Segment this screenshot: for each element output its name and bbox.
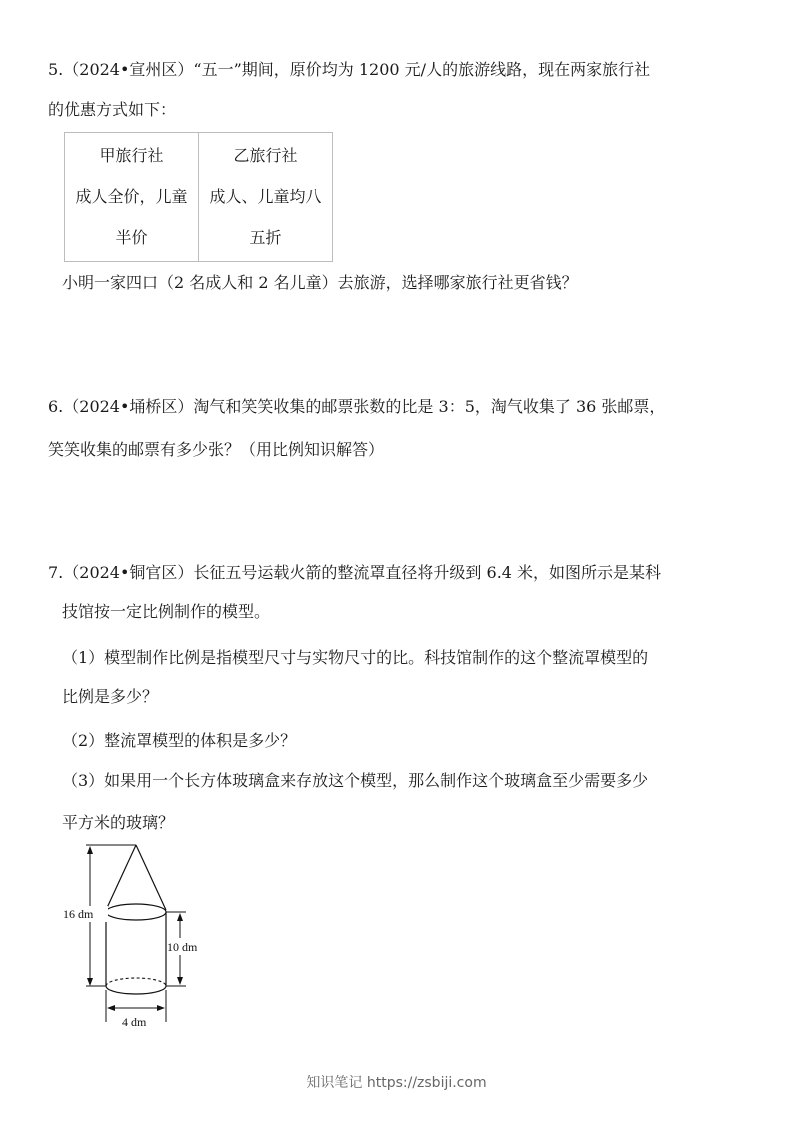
cylinder-bottom-front <box>106 986 166 994</box>
agency-b-line-2: 五折 <box>249 228 282 247</box>
diameter-arrow-left <box>107 1005 115 1011</box>
q7-sub3-line-1: （3）如果用一个长方体玻璃盒来存放这个模型，那么制作这个玻璃盒至少需要多少 <box>62 771 649 790</box>
cyl-height-arrow-bottom <box>177 977 183 985</box>
diameter-arrow-right <box>157 1005 165 1011</box>
cylinder-top-ellipse <box>106 904 166 920</box>
agency-a-header: 甲旅行社 <box>99 146 164 165</box>
page-footer: 知识笔记 https://zsbiji.com <box>306 1075 487 1091</box>
q6-line-2: 笑笑收集的邮票有多少张？（用比例知识解答） <box>48 440 385 459</box>
total-height-label: 16 dm <box>63 907 94 921</box>
rocket-fairing-figure <box>60 840 220 1030</box>
agency-a-cell <box>65 133 199 262</box>
q7-line-1: 7.（2024•铜官区）长征五号运载火箭的整流罩直径将升级到 6.4 米，如图所示是某科 <box>48 563 662 582</box>
cylinder-bottom-back <box>106 978 166 986</box>
q6-line-1: 6.（2024•埇桥区）淘气和笑笑收集的邮票张数的比是 3：5，淘气收集了 36 张邮票， <box>48 397 666 416</box>
travel-agency-table <box>64 132 333 262</box>
q5-question: 小明一家四口（2 名成人和 2 名儿童）去旅游，选择哪家旅行社更省钱？ <box>62 273 578 292</box>
q7-sub1-line-2: 比例是多少？ <box>62 687 159 706</box>
agency-a-line-1: 成人全价，儿童 <box>75 187 188 206</box>
q7-sub3-line-2: 平方米的玻璃？ <box>62 813 175 832</box>
q5-line-2: 的优惠方式如下： <box>48 100 177 119</box>
agency-b-line-1: 成人、儿童均八 <box>209 187 322 206</box>
agency-b-header: 乙旅行社 <box>233 146 298 165</box>
q7-line-2: 技馆按一定比例制作的模型。 <box>62 602 271 621</box>
cyl-height-arrow-top <box>177 913 183 921</box>
agency-a-line-2: 半价 <box>115 228 148 247</box>
q7-sub1-line-1: （1）模型制作比例是指模型尺寸与实物尺寸的比。科技馆制作的这个整流罩模型的 <box>62 648 649 667</box>
q7-sub2: （2）整流罩模型的体积是多少？ <box>62 731 297 750</box>
total-height-arrow-top <box>87 846 93 854</box>
cone-left-edge <box>106 845 136 910</box>
q5-line-1: 5.（2024•宣州区）“五一”期间，原价均为 1200 元/人的旅游线路，现在两家旅行社 <box>48 60 651 79</box>
agency-b-cell <box>199 133 333 262</box>
cone-right-edge <box>136 845 166 910</box>
total-height-arrow-bottom <box>87 978 93 986</box>
cylinder-height-label: 10 dm <box>167 940 198 954</box>
diameter-label: 4 dm <box>122 1015 147 1029</box>
